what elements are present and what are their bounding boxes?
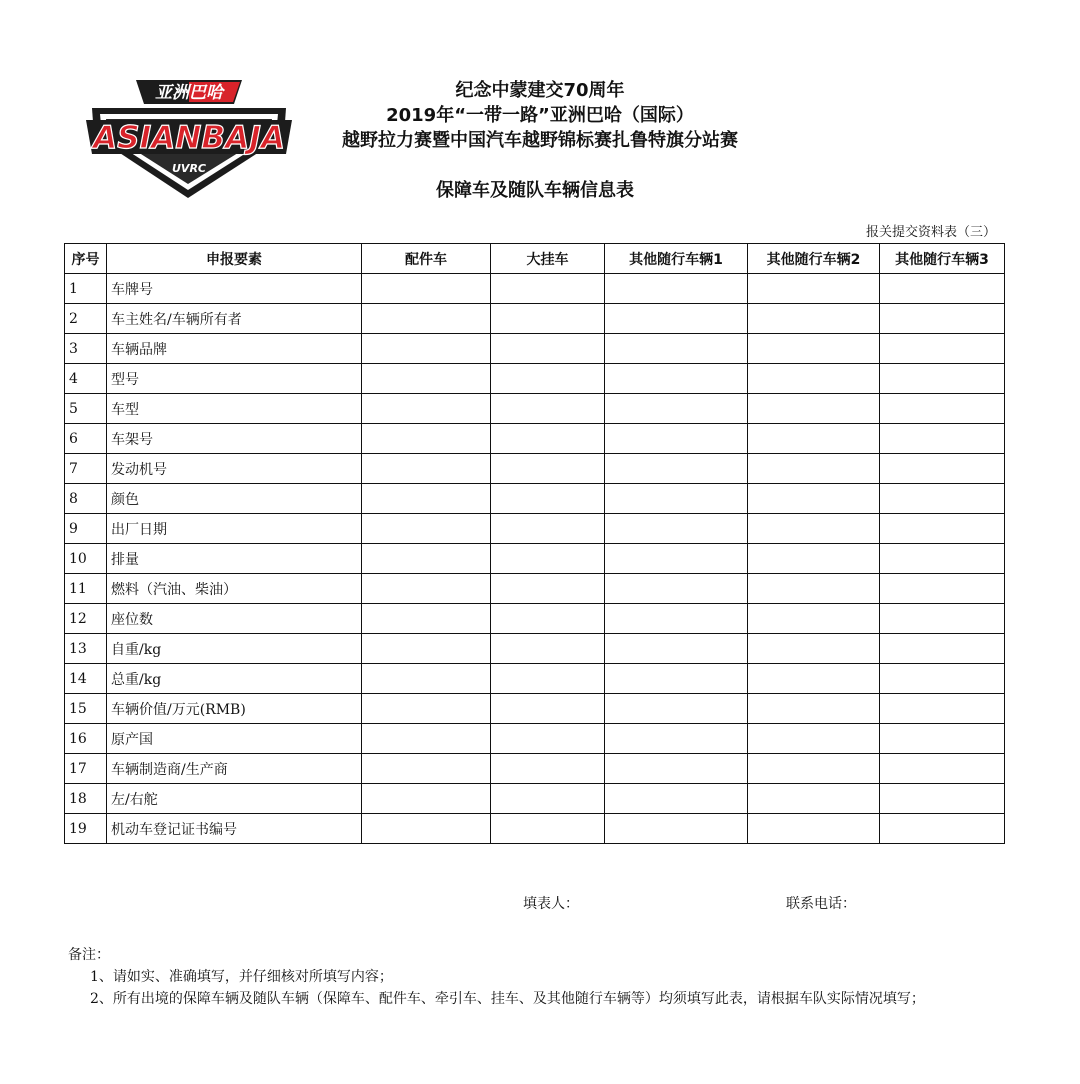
row-number: 7: [65, 454, 107, 484]
cell-other-2[interactable]: [748, 394, 880, 424]
table-row: [65, 784, 1005, 814]
row-item-label: 发动机号: [107, 454, 362, 484]
cell-other-2[interactable]: [748, 754, 880, 784]
cell-parts-vehicle[interactable]: [362, 784, 491, 814]
row-item-label: 原产国: [107, 724, 362, 754]
note-item-2: 2、所有出境的保障车辆及随队车辆（保障车、配件车、牵引车、挂车、及其他随行车辆等）均须填写此表，请根据车队实际情况填写；: [90, 991, 925, 1007]
cell-trailer[interactable]: [491, 544, 605, 574]
row-item-label: 左/右舵: [107, 784, 362, 814]
cell-other-1[interactable]: [605, 484, 748, 514]
cell-other-3[interactable]: [880, 784, 1005, 814]
cell-other-1[interactable]: [605, 604, 748, 634]
event-title-line2: 2019年“一带一路”亚洲巴哈（国际）: [386, 105, 694, 126]
cell-other-3[interactable]: [880, 754, 1005, 784]
row-number: 3: [65, 334, 107, 364]
cell-parts-vehicle[interactable]: [362, 454, 491, 484]
cell-other-2[interactable]: [748, 724, 880, 754]
cell-parts-vehicle[interactable]: [362, 424, 491, 454]
cell-trailer[interactable]: [491, 814, 605, 844]
table-row: [65, 424, 1005, 454]
row-item-label: 总重/kg: [107, 664, 362, 694]
cell-other-2[interactable]: [748, 574, 880, 604]
cell-parts-vehicle[interactable]: [362, 754, 491, 784]
row-item-label: 车辆制造商/生产商: [107, 754, 362, 784]
sheet-title: 保障车及随队车辆信息表: [436, 180, 634, 201]
logo-sub-text: UVRC: [172, 162, 206, 175]
cell-trailer[interactable]: [491, 694, 605, 724]
cell-parts-vehicle[interactable]: [362, 664, 491, 694]
cell-parts-vehicle[interactable]: [362, 364, 491, 394]
cell-trailer[interactable]: [491, 454, 605, 484]
cell-trailer[interactable]: [491, 664, 605, 694]
notes-section: [68, 944, 988, 1010]
cell-other-2[interactable]: [748, 634, 880, 664]
cell-trailer[interactable]: [491, 784, 605, 814]
logo-top-text: 亚洲巴哈: [155, 83, 223, 103]
cell-other-3[interactable]: [880, 364, 1005, 394]
row-number: 12: [65, 604, 107, 634]
cell-parts-vehicle[interactable]: [362, 484, 491, 514]
row-number: 6: [65, 424, 107, 454]
cell-parts-vehicle[interactable]: [362, 814, 491, 844]
row-item-label: 座位数: [107, 604, 362, 634]
row-item-label: 车辆价值/万元(RMB): [107, 694, 362, 724]
row-item-label: 车主姓名/车辆所有者: [107, 304, 362, 334]
cell-other-3[interactable]: [880, 394, 1005, 424]
cell-other-2[interactable]: [748, 364, 880, 394]
cell-trailer[interactable]: [491, 334, 605, 364]
table-row: [65, 544, 1005, 574]
cell-other-3[interactable]: [880, 604, 1005, 634]
cell-other-2[interactable]: [748, 694, 880, 724]
cell-other-3[interactable]: [880, 274, 1005, 304]
table-row: [65, 304, 1005, 334]
row-item-label: 燃料（汽油、柴油）: [107, 574, 362, 604]
cell-other-3[interactable]: [880, 334, 1005, 364]
cell-other-1[interactable]: [605, 274, 748, 304]
phone-label: 联系电话：: [786, 896, 856, 912]
cell-other-3[interactable]: [880, 514, 1005, 544]
row-item-label: 型号: [107, 364, 362, 394]
logo-main-text: ASIANBAJA: [89, 120, 285, 156]
cell-other-3[interactable]: [880, 304, 1005, 334]
row-item-label: 自重/kg: [107, 634, 362, 664]
table-row: [65, 454, 1005, 484]
row-number: 10: [65, 544, 107, 574]
cell-trailer[interactable]: [491, 274, 605, 304]
row-number: 5: [65, 394, 107, 424]
row-number: 14: [65, 664, 107, 694]
table-row: [65, 724, 1005, 754]
row-number: 18: [65, 784, 107, 814]
col-header-trailer: 大挂车: [491, 244, 605, 274]
cell-other-1[interactable]: [605, 694, 748, 724]
row-item-label: 颜色: [107, 484, 362, 514]
cell-other-1[interactable]: [605, 424, 748, 454]
cell-other-3[interactable]: [880, 574, 1005, 604]
col-header-other-2: 其他随行车辆2: [748, 244, 880, 274]
cell-other-3[interactable]: [880, 454, 1005, 484]
cell-parts-vehicle[interactable]: [362, 274, 491, 304]
col-header-no: 序号: [65, 244, 107, 274]
cell-other-1[interactable]: [605, 784, 748, 814]
cell-other-1[interactable]: [605, 394, 748, 424]
note-item-1: 1、请如实、准确填写，并仔细核对所填写内容；: [90, 969, 393, 985]
cell-other-2[interactable]: [748, 484, 880, 514]
cell-other-1[interactable]: [605, 364, 748, 394]
row-number: 1: [65, 274, 107, 304]
cell-parts-vehicle[interactable]: [362, 574, 491, 604]
cell-trailer[interactable]: [491, 364, 605, 394]
table-body: [65, 274, 1005, 844]
table-row: [65, 814, 1005, 844]
cell-other-2[interactable]: [748, 664, 880, 694]
cell-other-1[interactable]: [605, 664, 748, 694]
table-row: [65, 754, 1005, 784]
col-header-parts-vehicle: 配件车: [362, 244, 491, 274]
col-header-other-1: 其他随行车辆1: [605, 244, 748, 274]
table-row: [65, 514, 1005, 544]
filler-label: 填表人：: [523, 896, 579, 912]
table-row: [65, 484, 1005, 514]
row-item-label: 车架号: [107, 424, 362, 454]
cell-other-1[interactable]: [605, 304, 748, 334]
row-number: 16: [65, 724, 107, 754]
cell-other-2[interactable]: [748, 274, 880, 304]
table-row: [65, 604, 1005, 634]
row-number: 4: [65, 364, 107, 394]
cell-parts-vehicle[interactable]: [362, 514, 491, 544]
cell-other-2[interactable]: [748, 514, 880, 544]
table-row: [65, 394, 1005, 424]
row-item-label: 出厂日期: [107, 514, 362, 544]
row-number: 17: [65, 754, 107, 784]
cell-other-1[interactable]: [605, 754, 748, 784]
cell-trailer[interactable]: [491, 514, 605, 544]
cell-parts-vehicle[interactable]: [362, 394, 491, 424]
table-row: [65, 364, 1005, 394]
event-title-block: [290, 78, 790, 153]
notes-heading: 备注：: [68, 947, 110, 963]
row-item-label: 车辆品牌: [107, 334, 362, 364]
table-row: [65, 334, 1005, 364]
cell-other-3[interactable]: [880, 694, 1005, 724]
cell-other-1[interactable]: [605, 334, 748, 364]
cell-other-3[interactable]: [880, 724, 1005, 754]
row-number: 13: [65, 634, 107, 664]
cell-other-3[interactable]: [880, 814, 1005, 844]
cell-other-3[interactable]: [880, 664, 1005, 694]
table-row: [65, 634, 1005, 664]
cell-other-2[interactable]: [748, 544, 880, 574]
cell-parts-vehicle[interactable]: [362, 604, 491, 634]
row-item-label: 车型: [107, 394, 362, 424]
cell-parts-vehicle[interactable]: [362, 634, 491, 664]
row-item-label: 车牌号: [107, 274, 362, 304]
table-row: [65, 664, 1005, 694]
cell-other-1[interactable]: [605, 454, 748, 484]
row-number: 15: [65, 694, 107, 724]
cell-other-2[interactable]: [748, 304, 880, 334]
cell-other-3[interactable]: [880, 424, 1005, 454]
cell-parts-vehicle[interactable]: [362, 304, 491, 334]
row-item-label: 排量: [107, 544, 362, 574]
cell-other-2[interactable]: [748, 424, 880, 454]
cell-other-2[interactable]: [748, 454, 880, 484]
cell-trailer[interactable]: [491, 484, 605, 514]
row-number: 11: [65, 574, 107, 604]
col-header-other-3: 其他随行车辆3: [880, 244, 1005, 274]
table-row: [65, 274, 1005, 304]
col-header-item: 申报要素: [107, 244, 362, 274]
vehicle-info-table: [64, 243, 1005, 844]
cell-other-2[interactable]: [748, 784, 880, 814]
form-reference: 报关提交资料表（三）: [865, 225, 996, 240]
row-item-label: 机动车登记证书编号: [107, 814, 362, 844]
table-row: [65, 574, 1005, 604]
cell-parts-vehicle[interactable]: [362, 544, 491, 574]
event-title-line3: 越野拉力赛暨中国汽车越野锦标赛扎鲁特旗分站赛: [342, 130, 738, 151]
cell-parts-vehicle[interactable]: [362, 724, 491, 754]
cell-other-3[interactable]: [880, 634, 1005, 664]
cell-trailer[interactable]: [491, 754, 605, 784]
cell-other-3[interactable]: [880, 484, 1005, 514]
cell-other-1[interactable]: [605, 544, 748, 574]
cell-other-1[interactable]: [605, 814, 748, 844]
cell-other-2[interactable]: [748, 604, 880, 634]
table-row: [65, 694, 1005, 724]
cell-other-1[interactable]: [605, 514, 748, 544]
cell-trailer[interactable]: [491, 724, 605, 754]
cell-trailer[interactable]: [491, 634, 605, 664]
cell-trailer[interactable]: [491, 424, 605, 454]
row-number: 8: [65, 484, 107, 514]
row-number: 19: [65, 814, 107, 844]
cell-other-2[interactable]: [748, 814, 880, 844]
cell-trailer[interactable]: [491, 604, 605, 634]
cell-parts-vehicle[interactable]: [362, 694, 491, 724]
cell-trailer[interactable]: [491, 394, 605, 424]
cell-other-1[interactable]: [605, 634, 748, 664]
cell-other-3[interactable]: [880, 544, 1005, 574]
cell-parts-vehicle[interactable]: [362, 334, 491, 364]
cell-other-1[interactable]: [605, 724, 748, 754]
row-number: 9: [65, 514, 107, 544]
table-header-row: [65, 244, 1005, 274]
cell-other-2[interactable]: [748, 334, 880, 364]
row-number: 2: [65, 304, 107, 334]
cell-other-1[interactable]: [605, 574, 748, 604]
cell-trailer[interactable]: [491, 574, 605, 604]
event-title-line1: 纪念中蒙建交70周年: [455, 80, 625, 101]
cell-trailer[interactable]: [491, 304, 605, 334]
